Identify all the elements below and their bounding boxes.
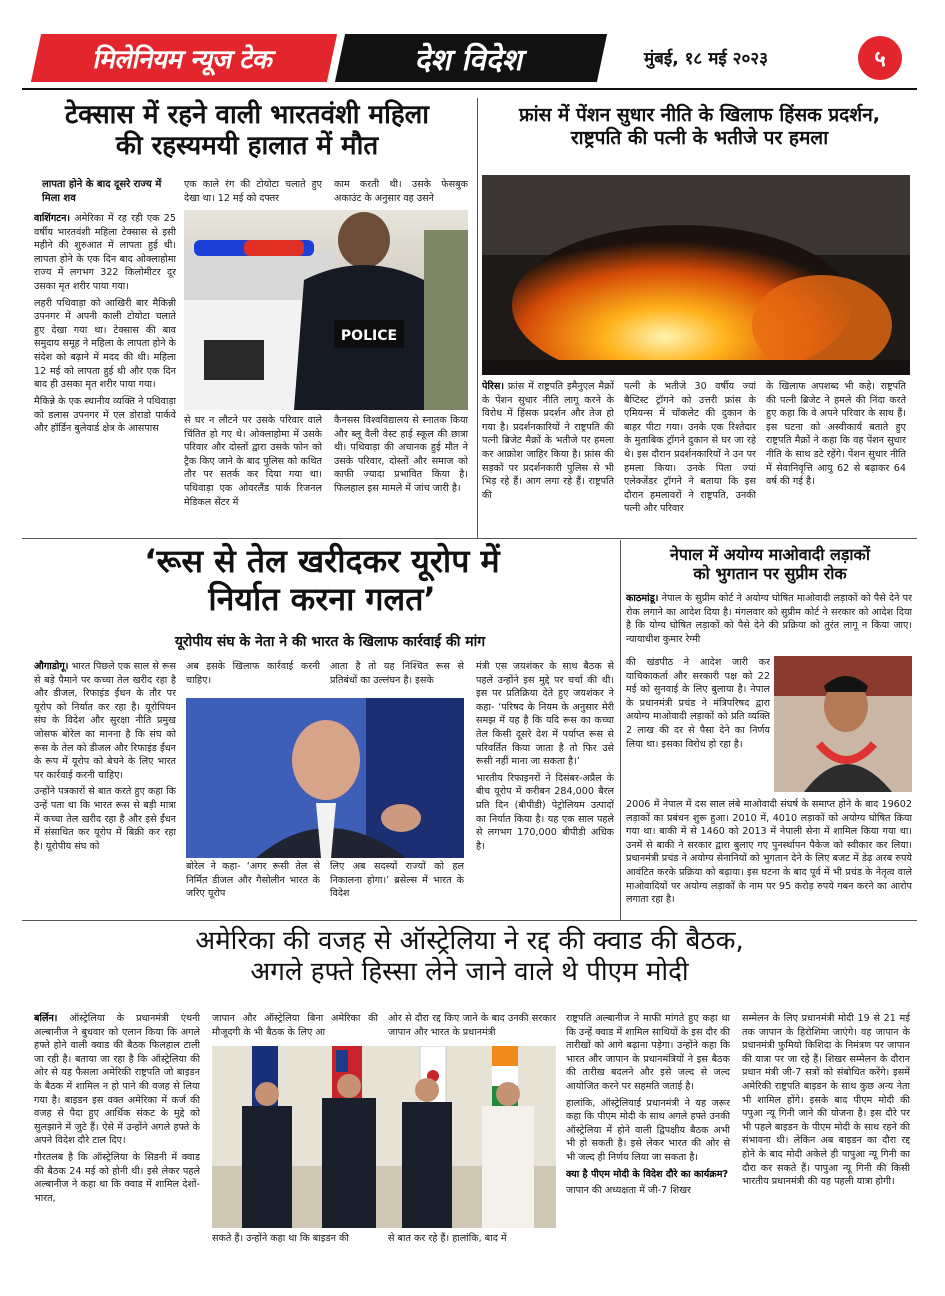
quad-col-3-top: ओर से दौरा रद्द किए जाने के बाद उनकी सरकार जापान और भारत के प्रधानमंत्री [388, 1013, 556, 1038]
france-col-1 [482, 380, 614, 530]
borrell-portrait-image [186, 698, 464, 858]
prachanda-photo [774, 656, 912, 792]
nepal-headline [624, 545, 916, 583]
police-label: POLICE [340, 328, 398, 344]
russia-col-2-top: अब इसके खिलाफ कार्रवाई करनी चाहिए। [186, 661, 320, 686]
quad-col1b-text: गौरतलब है कि ऑस्ट्रेलिया के सिडनी में क्वाड की बैठक 24 मई को होनी थी। इसे लेकर पहले अल्बानीज ने कहा था कि क्वाड में शामिल देशों- भारत, [34, 1152, 200, 1204]
nepal-text-b: की खंडपीठ ने आदेश जारी कर याचिकाकर्ता और सरकारी पक्ष को 22 मई को सुनवाई के लिए बुलाया है। नेपाल के प्रधानमंत्री प्रचंड ने मंत्रिपरिषद द्वारा अयोग्य माओवादी लड़ाकों को प्रति व्यक्ति 2 लाख की दर से पैसा देने का निर्णय लिया था। इसका विरोध हो रहा है। [626, 657, 770, 750]
quad-headline-line2: अगले हफ्ते हिस्सा लेने जाने वाले थे पीएम मोदी [250, 957, 689, 988]
borrell-photo [186, 698, 464, 858]
quad-col-5: सम्मेलन के लिए प्रधानमंत्री मोदी 19 से 21 मई तक जापान के हिरोशिमा जाएंगे। वह जापान के प्रधानमंत्री फुमियो किशिदा के निमंत्रण पर जापान की यात्रा पर जा रहे हैं। शिखर सम्मेलन के दौरान प्रधान मंत्री जी-7 सत्रों को संबोधित करेंगे। इसमें अमेरिकी राष्ट्रपति बाइडन के साथ कुछ अन्य नेता भी शामिल होंगे। इसके बाद पीएम मोदी की पपुआ न्यू गिनी जाने की योजना है। इस दौरे पर भी पहले बाइडन के पीएम मोदी के साथ रहने की संभावना थी। लेकिन अब बाइडन का दौरा रद्द होने के बाद मोदी अकेले ही पापुआ न्यू गिनी का दौरा कर सकते हैं। पापुआ न्यू गिनी की किसी भारतीय प्रधानमंत्री की यह पहली यात्रा होगी। [742, 1013, 910, 1188]
paper-name: मिलेनियम न्यूज टेक [31, 34, 337, 82]
texas-col-2-top: एक काले रंग की टोयोटा चलाते हुए देखा था। 12 मई को दफ्तर [184, 179, 322, 204]
russia-headline-line1: ‘रूस से तेल खरीदकर यूरोप में [144, 542, 500, 580]
russia-col-3-bottom: लिए अब सदस्यों राज्यों को हल निकालना होगा।’ ब्रसेल्स में भारत के विदेश [330, 861, 464, 900]
texas-col1c-text: मैकिन्ने के एक स्थानीय व्यक्ति ने पथिवाड़ा को डलास उपनगर में एल डोराडो पार्कवे और हॉर्डिन बुलेवार्ड क्षेत्र के आसपास [34, 395, 176, 435]
quad-col4b-text: हालांकि, ऑस्ट्रेलियाई प्रधानमंत्री ने यह जरूर कहा कि पीएम मोदी के साथ अगले हफ्ते उनकी ऑस्ट्रेलिया में होने वाली द्विपक्षीय बैठक अभी भी हो सकती है। इसे लेकर भारत की ओर से भी जल्द ही निर्णय लिया जा सकता है। [566, 1097, 730, 1164]
column-divider [620, 540, 621, 920]
texas-col-3-top: काम करती थी। उसके फेसबुक अकाउंट के अनुसार वह उसने [334, 179, 468, 204]
quad-col4c-text: जापान की अध्यक्षता में जी-7 शिखर [566, 1185, 691, 1197]
quad-col-2-bottom: सकते हैं। उन्होंने कहा था कि बाइडन की [212, 1233, 349, 1244]
prachanda-portrait-image [774, 656, 912, 792]
texas-col1b-text: लहरी पथिवाड़ा को आखिरी बार मैकिन्नी उपनगर में अपनी काली टोयोटा चलाते हुए देखा गया था। टेक्सास की बाव समुदाय समूह ने महिला के लापता होने के संदेश को बढ़ाने में मदद की थी। महिला 12 मई को लापता हुई थी और एक दिन बाद ही उसका मृत शरीर पाया गया। [34, 297, 176, 391]
nepal-headline-line1: नेपाल में अयोग्य माओवादी लड़ाकों [670, 545, 870, 564]
section-divider [22, 538, 917, 539]
france-headline [482, 104, 917, 150]
quad-col4-text: राष्ट्रपति अल्बानीज ने माफी मांगते हुए कहा था कि उन्हें क्वाड में शामिल साथियों के इस दौर की तारीखों को आगे बढ़ाना पड़ेगा। उन्होंने कहा कि भारत और जापान के प्रधानमंत्रियों ने इस बैठक की तारीख बदलने और इसे जल्द से जल्द आयोजित करने पर सहमति जताई है। [566, 1013, 730, 1093]
texas-col-3-bottom: कैनसस विश्वविद्यालय से स्नातक किया और ब्लू वैली वेस्ट हाई स्कूल की छात्रा थी। पथिवाड़ा की अचानक हुई मौत ने उसके परिवार, दोस्तों और समाज को काफी ज्यादा प्रभावित किया है। फिलहाल इस मामले में जांच जारी है। [334, 415, 468, 495]
russia-col1-text: भारत पिछले एक साल से रूस से बड़े पैमाने पर कच्चा तेल खरीद रहा है और डीजल, रिफाइंड ईंधन के तौर पर यूरोप को निर्यात कर रहा है। यूरोपियन संघ के विदेश और सुरक्षा नीति प्रमुख जोसफ बोरेल का मानना है कि संघ को रूस के तेल को डीजल और रिफाइंड ईंधन के रूप में यूरोप को बेचने के लिए भारत पर कार्रवाई करनी चाहिए। [34, 661, 176, 781]
edition-date: मुंबई, १८ मई २०२३ [644, 49, 768, 69]
fire-photo [482, 175, 910, 375]
texas-headline [22, 100, 472, 162]
nepal-headline-line2: को भुगतान पर सुप्रीम रोक [693, 564, 847, 584]
nepal-text-a-body: नेपाल के सुप्रीम कोर्ट ने अयोग्य घोषित माओवादी लड़ाकों को पैसे देने पर रोक लगाने का आदेश दिया है। मंगलवार को सुप्रीम कोर्ट ने सरकार को आदेश दिया है कि योग्य घोषित लड़ाकों को पैसे देने की प्रक्रिया को तुरंत लागू न किया जाए। न्यायाधीश कुमार रेग्मी [626, 593, 912, 645]
section-divider [22, 920, 917, 921]
russia-dateline: औगाडोगू। [34, 661, 69, 672]
france-col-2: पत्नी के भतीजे 30 वर्षीय ज्यां बैप्टिस्ट ट्रॉगने को उत्तरी फ्रांस के एमियन्स में चॉकलेट की दुकान के बाहर पीटा गया। उनके एक रिश्तेदार के मुताबिक ट्रॉगने दुकान से घर जा रहे थे। इस दौरान प्रदर्शनकारियों ने उन पर हमला किया। उनके पिता ज्यां एलेक्जेंडर ट्रॉगने ने बताया कि इस दौरान हमलावरों ने राष्ट्रपति, उनकी पत्नी और परिवार [624, 381, 756, 515]
france-col-3: के खिलाफ अपशब्द भी कहे। राष्ट्रपति की पत्नी ब्रिजेट ने हमले की निंदा करते हुए कहा कि वे अपने परिवार के साथ हैं। इस घटना को अस्वीकार्य बताते हुए राष्ट्रपति मैक्रों ने कहा कि वह पेंशन सुधार नीति के साथ डटे रहेंगे। पेंशन सुधार नीति में सेवानिवृत्ति आयु 62 से बढ़ाकर 64 वर्ष की गई है। [766, 381, 906, 488]
nepal-dateline: काठमांडू। [626, 593, 659, 604]
quad-col-4 [566, 1012, 730, 1254]
russia-col-4 [476, 660, 614, 915]
quad-leaders-image [212, 1046, 556, 1228]
nepal-text-a [626, 592, 912, 652]
texas-headline-line1: टेक्सास में रहने वाली भारतवंशी महिला [64, 100, 430, 130]
russia-col4b-text: भारतीय रिफाइनरों ने दिसंबर-अप्रैल के बीच यूरोप में करीबन 284,000 बैरल प्रति दिन (बीपीडी) पेट्रोलियम उत्पादों का निर्यात किया है। यह एक साल पहले से लगभग 170,000 बीपीडी अधिक है। [476, 772, 614, 852]
quad-col1-text: ऑस्ट्रेलिया के प्रधानमंत्री एंथनी अल्बानीज ने बुधवार को एलान किया कि अगले हफ्ते होने वाली क्वाड की बैठक फिलहाल टाली जा रही है। बताया जा रहा है कि ऑस्ट्रेलिया की ओर से यह फैसला अमेरिकी राष्ट्रपति जो बाइडन के बैठक में शामिल न हो पाने की वजह से लिया गया है। बाइडन इस वक्त अमेरिका में कर्ज की वजह से पैदा हुए आर्थिक संकट के मुद्दे को सुलझाने में जुटे हैं। ऐसे में उन्होंने अगले हफ्ते के अपने विदेश दौरे टाल दिए। [34, 1013, 200, 1147]
texas-subhead: लापता होने के बाद दूसरे राज्य में मिला शव [42, 179, 162, 204]
police-officer-image [184, 210, 468, 410]
russia-headline [22, 542, 622, 619]
section-title: देश विदेश [335, 34, 607, 82]
quad-headline-line1: अमेरिका की वजह से ऑस्ट्रेलिया ने रद्द की क्वाड की बैठक, [195, 926, 744, 956]
russia-col-1 [34, 660, 176, 910]
texas-dateline: वाशिंगटन। [34, 213, 71, 224]
russia-headline-line2: निर्यात करना गलत’ [208, 580, 436, 619]
quad-col-3-bottom: से बात कर रहे हैं। हालांकि, बाद में [388, 1233, 507, 1244]
fire-protest-image [482, 175, 910, 375]
quad-headline [22, 926, 917, 988]
texas-col-1 [34, 212, 176, 592]
quad-leaders-photo [212, 1046, 556, 1228]
police-photo [184, 210, 468, 410]
russia-subhead: यूरोपीय संघ के नेता ने की भारत के खिलाफ कार्रवाई की मांग [174, 634, 486, 650]
france-headline-line2: राष्ट्रपति की पत्नी के भतीजे पर हमला [570, 126, 829, 149]
russia-col4-text: मंत्री एस जयशंकर के साथ बैठक से पहले उन्होंने इस मुद्दे पर चर्चा की थी। इस पर प्रतिक्रिया देते हुए जयशंकर ने कहा- ‘परिषद के नियम के अनुसार मेरी समझ में यह है कि यदि रूस का कच्चा तेल किसी दूसरे देश में पर्याप्त रूस से परिवर्तित किया जाता है तो फिर उसे रूसी नहीं माना जा सकता है।’ [476, 661, 614, 768]
masthead [22, 30, 917, 88]
russia-col-3-top: आता है तो यह निश्चित रूस से प्रतिबंधों का उल्लंघन है। इसके [330, 661, 464, 686]
quad-col-2-top: जापान और ऑस्ट्रेलिया बिना अमेरिका की मौजूदगी के भी बैठक के लिए आ [212, 1013, 378, 1038]
masthead-rule [22, 88, 917, 90]
quad-col-1 [34, 1012, 200, 1252]
france-col1-text: फ्रांस में राष्ट्रपति इमैनुएल मैक्रों के पेंशन सुधार नीति लागू करने के विरोध में हिंसक प्रदर्शन और तेज हो गया है। प्रदर्शनकारियों ने राष्ट्रपति की पत्नी ब्रिजेट मैक्रों के भतीजे पर हमला कर आक्रोश जाहिर किया है। फ्रांस की सड़कों पर प्रदर्शनकारी पुलिस से भी भिड़ रहे हैं। आग लगा रहे हैं। राष्ट्रपति की [482, 381, 614, 501]
quad-dateline: बर्लिन। [34, 1013, 58, 1024]
quad-col4-question: क्या है पीएम मोदी के विदेश दौरे का कार्यक्रम? [566, 1168, 729, 1180]
nepal-text-c: 2006 में नेपाल में दस साल लंबे माओवादी संघर्ष के समाप्त होने के बाद 19602 लड़ाकों का प्रबंधन शुरू हुआ। 2010 में, 4010 लड़ाकों को अयोग्य घोषित किया गया था। बाकी में से 1460 को 2013 में नेपाली सेना में शामिल किया गया था। उनमें से बाकी ने सरकार द्वारा बुलाए गए पुनर्स्थापन पैकेज को स्वीकार कर लिया। प्रधानमंत्री प्रचंड ने अयोग्य सेनानियों को भुगतान देने के लिए बजट में डेढ़ अरब रुपये आवंटित करके प्रक्रिया को बढ़ाया। इस घटना के बाद पूर्व में भी प्रचंड के नेतृत्व वाले माओवादियों पर अयोग्य लड़ाकों के नाम पर 95 करोड़ रुपये गबन करने का आरोप लगाता रहा है। [626, 799, 912, 906]
texas-col1-text: अमेरिका में रह रही एक 25 वर्षीय भारतवंशी महिला टेक्सास से इसी महीने की शुरुआत में लापता हुई थी। लापता होने के एक दिन बाद ओक्लाहोमा राज्य में लगभग 322 किलोमीटर दूर उसका मृत शरीर पाया गया। [34, 213, 176, 293]
france-dateline: पेरिस। [482, 381, 504, 392]
russia-col-2-bottom: बोरेल ने कहा- ‘अगर रूसी तेल से निर्मित डीजल और गैसोलीन भारत के जरिए यूरोप [186, 861, 320, 900]
russia-col1b-text: उन्होंने पत्रकारों से बात करते हुए कहा कि उन्हें पता था कि भारत रूस से बड़ी मात्रा में कच्चा तेल खरीद रहा है और इसे ईंधन में संसाधित कर यूरोप में बिक्री कर रहा है। यूरोपीय संघ को [34, 786, 176, 852]
page-number: ५ [858, 36, 902, 80]
france-headline-line1: फ्रांस में पेंशन सुधार नीति के खिलाफ हिंसक प्रदर्शन, [519, 104, 880, 126]
texas-headline-line2: की रहस्यमयी हालात में मौत [115, 131, 379, 162]
column-divider [477, 98, 478, 538]
texas-col-2-bottom: से घर न लौटने पर उसके परिवार वाले चिंतित हो गए थे। ओक्लाहोमा में उसके परिवार और दोस्तों द्वारा उसके फोन को ट्रैक किए जाने के बाद पुलिस को कथित तौर पर सतर्क कर दिया गया था। पथिवाड़ा एक ओवरलैंड पार्क रिजनल मेडिकल सेंटर में [184, 415, 322, 508]
